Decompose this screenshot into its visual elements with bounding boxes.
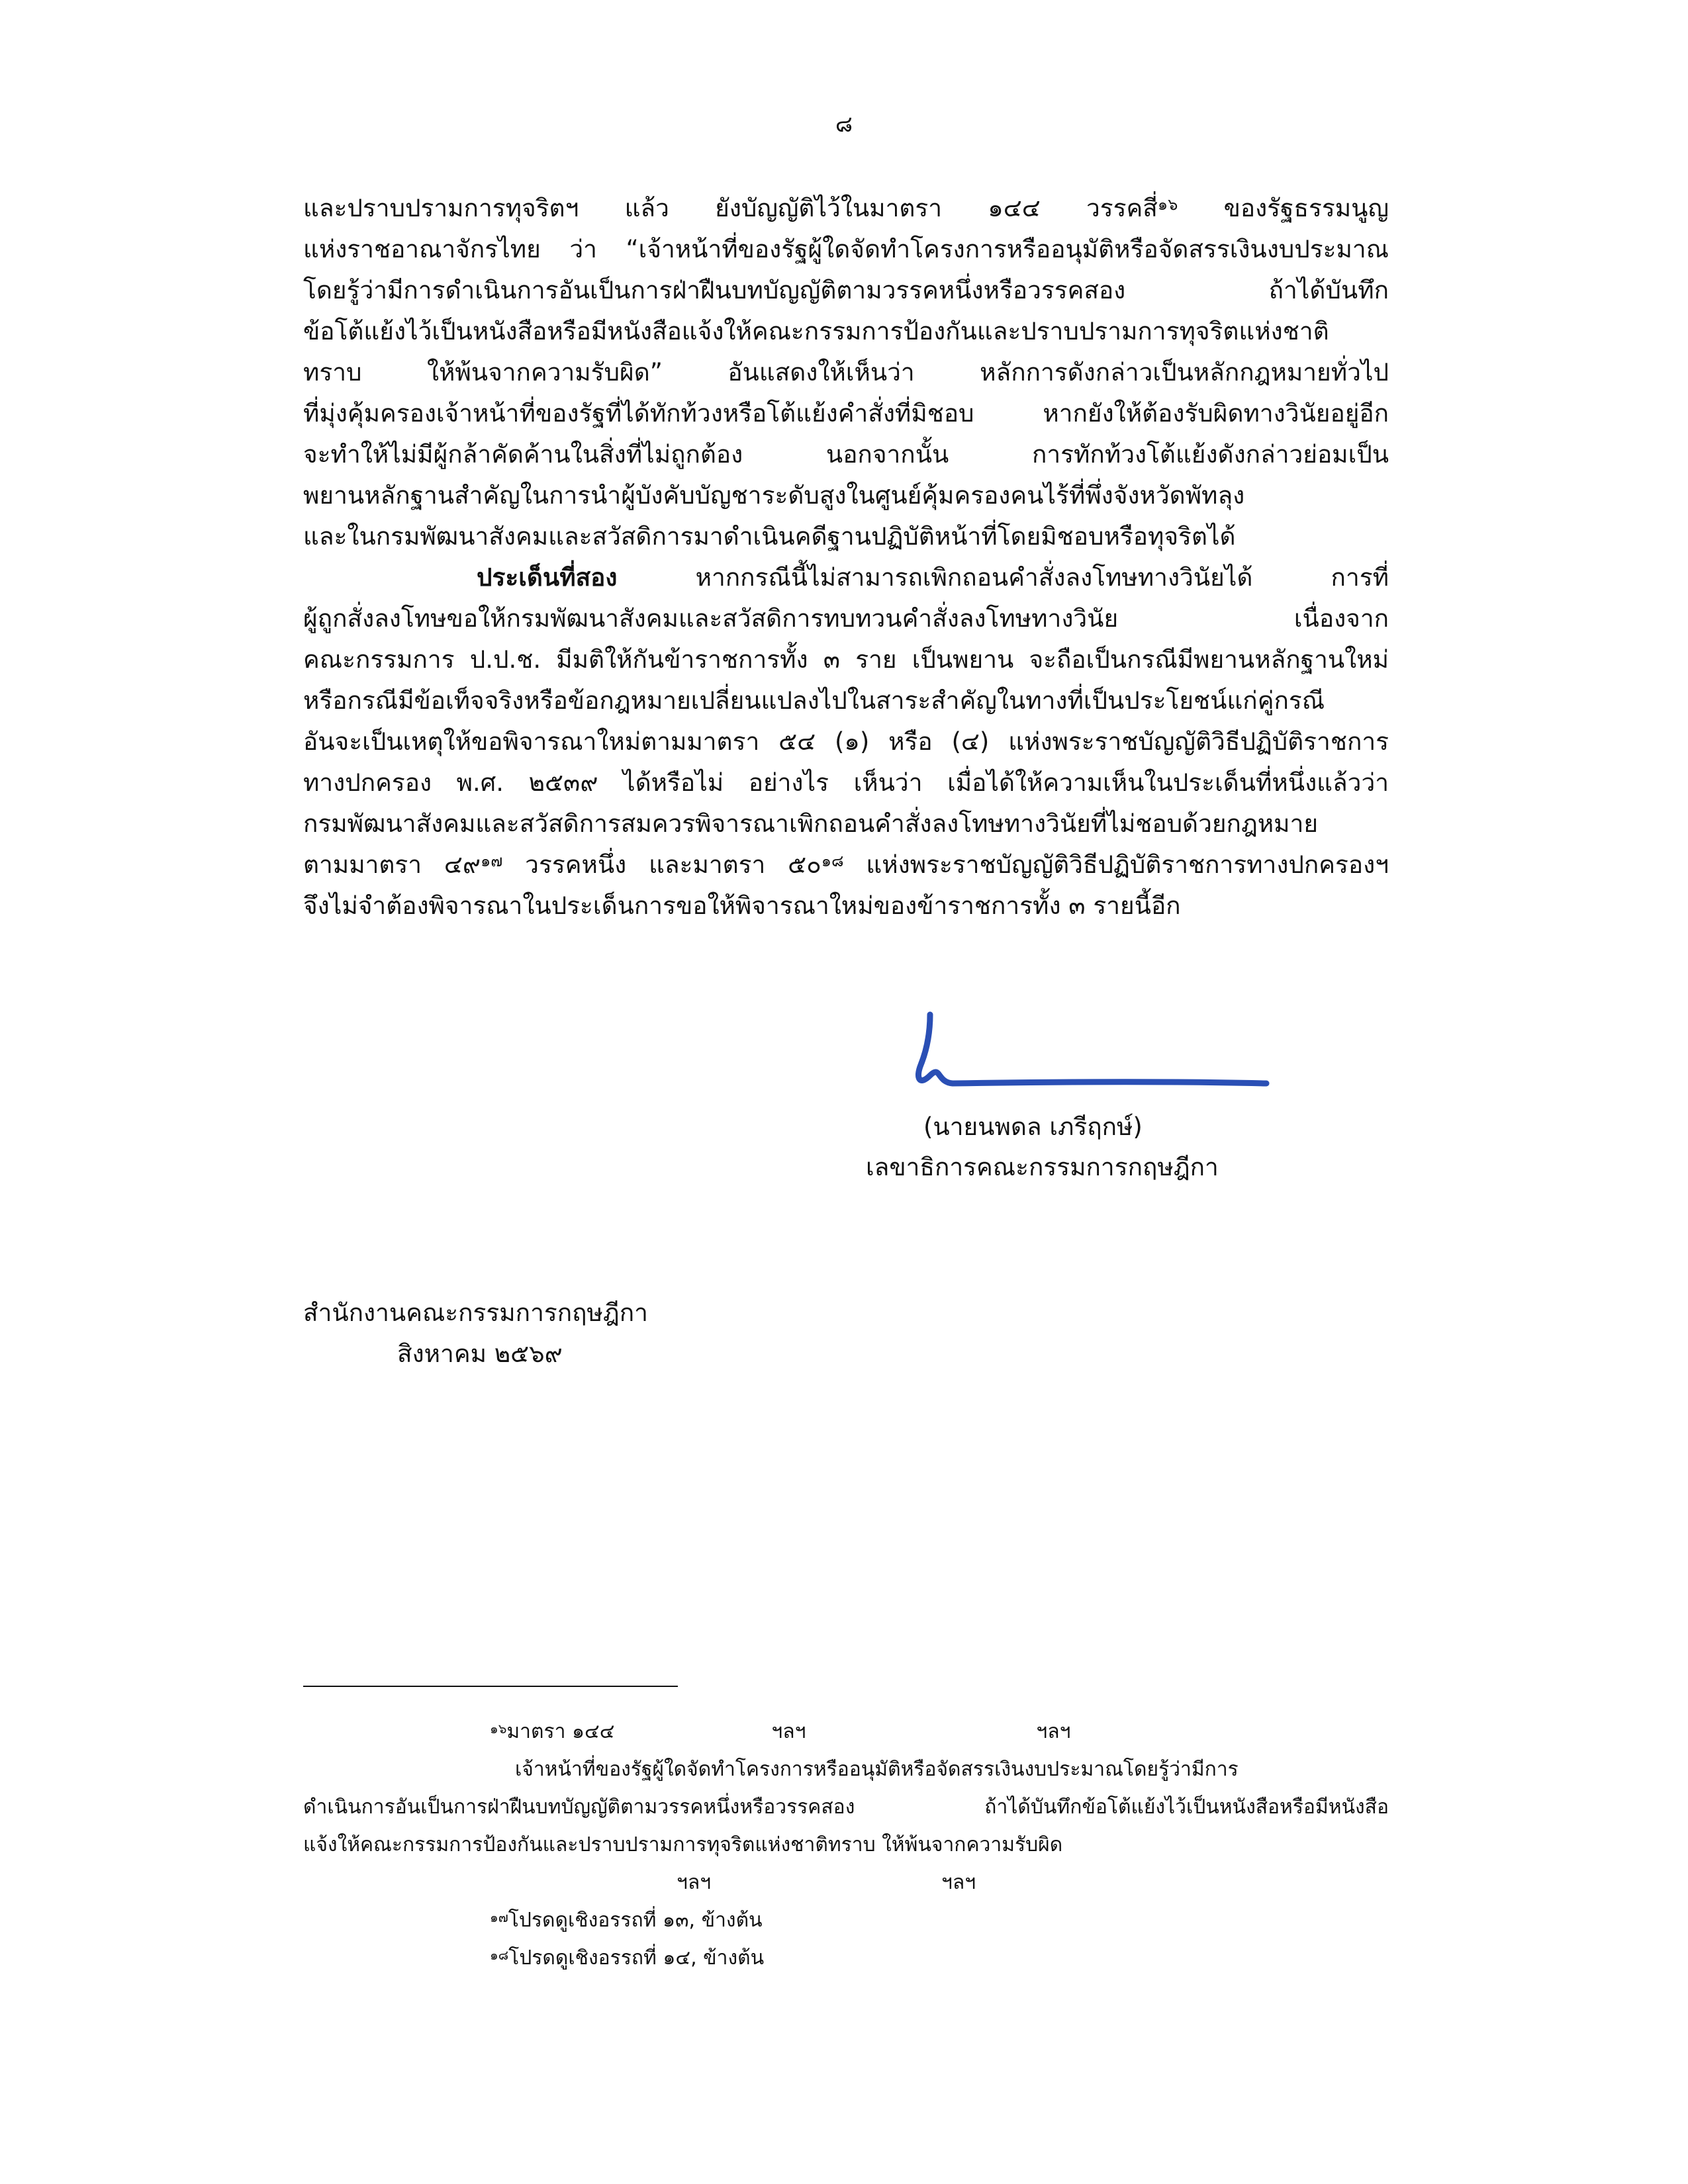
- footnote-divider: [303, 1686, 678, 1687]
- footnote-17: $^{๑๗}$โปรดดูเชิงอรรถที่ ๑๓, ข้างต้น: [490, 1909, 763, 1932]
- footnote-16-text: ดำเนินการอันเป็นการฝ่าฝืนบทบัญญัติตามวรรคหนึ่งหรือวรรคสอง ถ้าได้บันทึกข้อโต้แย้งไว้เป็นหนังสือหรือมีหนังสือ: [303, 1796, 1389, 1819]
- body-line: คณะกรรมการ ป.ป.ช. มีมติให้กันข้าราชการทั้ง ๓ ราย เป็นพยาน จะถือเป็นกรณีมีพยานหลักฐานใหม่: [303, 645, 1389, 674]
- footnotes: [303, 1713, 1389, 1977]
- body-line: และปราบปรามการทุจริตฯ แล้ว ยังบัญญัติไว้ในมาตรา ๑๔๔ วรรคสี่$^{๑๖}$ ของรัฐธรรมนูญ: [303, 194, 1389, 222]
- body-line: ประเด็นที่สอง หากกรณีนี้ไม่สามารถเพิกถอนคำสั่งลงโทษทางวินัยได้ การที่: [477, 563, 1389, 592]
- body-line: จึงไม่จำต้องพิจารณาในประเด็นการขอให้พิจารณาใหม่ของข้าราชการทั้ง ๓ รายนี้อีก: [303, 891, 1181, 920]
- body-line: อันจะเป็นเหตุให้ขอพิจารณาใหม่ตามมาตรา ๕๔ (๑) หรือ (๔) แห่งพระราชบัญญัติวิธีปฏิบัติราชการ: [303, 727, 1389, 756]
- body-line: จะทำให้ไม่มีผู้กล้าคัดค้านในสิ่งที่ไม่ถูกต้อง นอกจากนั้น การทักท้วงโต้แย้งดังกล่าวย่อมเป็น: [303, 440, 1389, 469]
- footnote-18: $^{๑๘}$โปรดดูเชิงอรรถที่ ๑๔, ข้างต้น: [490, 1946, 765, 1970]
- body-line: และในกรมพัฒนาสังคมและสวัสดิการมาดำเนินคดีฐานปฏิบัติหน้าที่โดยมิชอบหรือทุจริตได้: [303, 522, 1236, 551]
- body-line: ข้อโต้แย้งไว้เป็นหนังสือหรือมีหนังสือแจ้งให้คณะกรรมการป้องกันและปราบปรามการทุจริตแห่งชาติ: [303, 317, 1329, 345]
- footnote-16-text: เจ้าหน้าที่ของรัฐผู้ใดจัดทำโครงการหรืออนุมัติหรือจัดสรรเงินงบประมาณโดยรู้ว่ามีการ: [515, 1758, 1239, 1781]
- signer-title: เลขาธิการคณะกรรมการกฤษฎีกา: [866, 1153, 1219, 1181]
- body-line: ที่มุ่งคุ้มครองเจ้าหน้าที่ของรัฐที่ได้ทักท้วงหรือโต้แย้งคำสั่งที่มิชอบ หากยังให้ต้องรับผิดทางวินัยอยู่อีก: [303, 399, 1389, 428]
- body-line: ผู้ถูกสั่งลงโทษขอให้กรมพัฒนาสังคมและสวัสดิการทบทวนคำสั่งลงโทษทางวินัย เนื่องจาก: [303, 604, 1389, 633]
- issue-two-heading: ประเด็นที่สอง: [477, 563, 618, 592]
- body-line: ทางปกครอง พ.ศ. ๒๕๓๙ ได้หรือไม่ อย่างไร เห็นว่า เมื่อได้ให้ความเห็นในประเด็นที่หนึ่งแล้วว่า: [303, 768, 1389, 797]
- footnote-ref[interactable]: ๑๖: [1157, 195, 1178, 214]
- handwritten-signature: [904, 1009, 1274, 1095]
- footnote-ref[interactable]: ๑๘: [821, 852, 844, 870]
- body-line: หรือกรณีมีข้อเท็จจริงหรือข้อกฎหมายเปลี่ยนแปลงไปในสาระสำคัญในทางที่เป็นประโยชน์แก่คู่กรณี: [303, 686, 1325, 715]
- footnote-16-etc: ฯลฯ ฯลฯ: [677, 1871, 976, 1894]
- signer-name: (นายนพดล เภรีฤกษ์): [923, 1113, 1143, 1141]
- body-line: โดยรู้ว่ามีการดำเนินการอันเป็นการฝ่าฝืนบทบัญญัติตามวรรคหนึ่งหรือวรรคสอง ถ้าได้บันทึก: [303, 276, 1389, 304]
- body-line: แห่งราชอาณาจักรไทย ว่า “เจ้าหน้าที่ของรัฐผู้ใดจัดทำโครงการหรืออนุมัติหรือจัดสรรเงินงบประมาณ: [303, 235, 1389, 263]
- office-date: สิงหาคม ๒๕๖๙: [397, 1340, 563, 1368]
- office-name: สำนักงานคณะกรรมการกฤษฎีกา: [303, 1298, 648, 1327]
- body-line: ตามมาตรา ๔๙$^{๑๗}$ วรรคหนึ่ง และมาตรา ๕๐$^{๑๘}$ แห่งพระราชบัญญัติวิธีปฏิบัติราชการทางปกครองฯ: [303, 850, 1389, 879]
- footnote-16-text: แจ้งให้คณะกรรมการป้องกันและปราบปรามการทุจริตแห่งชาติทราบ ให้พ้นจากความรับผิด: [303, 1833, 1063, 1856]
- opinion-body: [303, 188, 1389, 927]
- footnote-16-heading: $^{๑๖}$มาตรา ๑๔๔ ฯลฯ ฯลฯ: [490, 1720, 1071, 1743]
- body-line: ทราบ ให้พ้นจากความรับผิด” อันแสดงให้เห็นว่า หลักการดังกล่าวเป็นหลักกฎหมายทั่วไป: [303, 358, 1389, 387]
- body-line: กรมพัฒนาสังคมและสวัสดิการสมควรพิจารณาเพิกถอนคำสั่งลงโทษทางวินัยที่ไม่ชอบด้วยกฎหมาย: [303, 809, 1319, 838]
- footnote-ref[interactable]: ๑๗: [481, 852, 503, 870]
- body-line: พยานหลักฐานสำคัญในการนำผู้บังคับบัญชาระดับสูงในศูนย์คุ้มครองคนไร้ที่พึ่งจังหวัดพัทลุง: [303, 481, 1245, 510]
- page-number: ๘: [835, 111, 853, 138]
